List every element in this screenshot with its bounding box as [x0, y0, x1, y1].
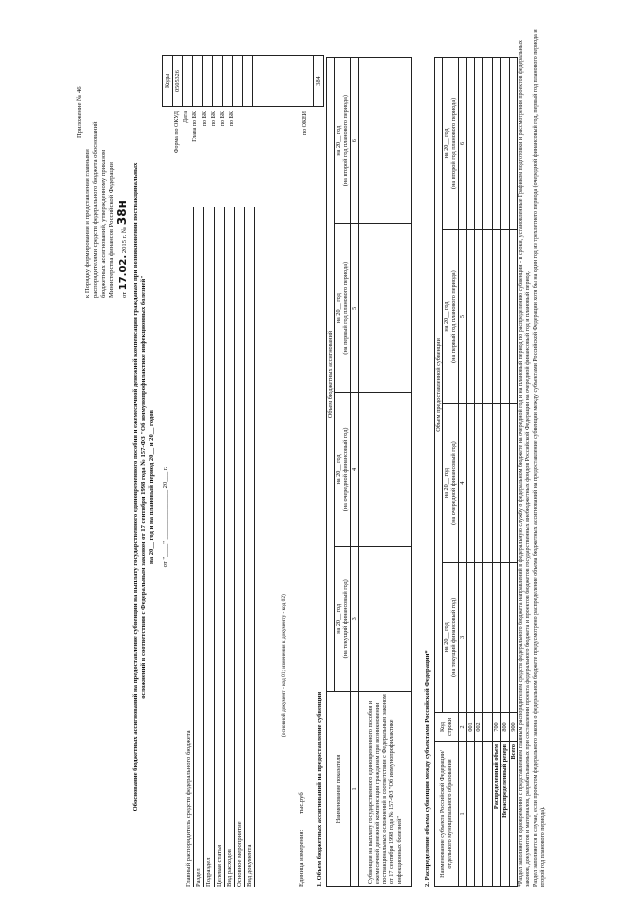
s1-num-3: 3 [350, 546, 358, 691]
s1-year-1-label: на 20__ год [335, 603, 343, 634]
field-razdel: Раздел [194, 207, 204, 887]
unit-line [298, 792, 306, 887]
s2-num-2: 2 [458, 713, 466, 742]
s1-num-5: 5 [350, 224, 358, 393]
code-bk-1 [203, 56, 213, 107]
s2-col-name: Наименование субъекта Российской Федерации/ отдельного муниципального образования [435, 742, 459, 887]
s2-row-name: Всего [509, 742, 517, 887]
table-row [493, 58, 501, 887]
s1-cell-5 [358, 224, 411, 393]
s2-row-name: Нераспределенный резерв [501, 742, 509, 887]
s1-year-3-sub: (на первый год планового периода) [342, 261, 350, 355]
s1-row-text: Субвенция на выплату государственного единовременного пособия и ежемесячной денежной компенсации гражданам при возникновении поствакцинальных осложнений в соответствии с Федеральным законом от 17 сентября 1998 года № 157-ФЗ "Об иммунопрофилактике инфекционных болезней" [358, 692, 411, 887]
s2-num-4: 4 [458, 404, 466, 562]
section2-table [434, 57, 518, 887]
s1-num-6: 6 [350, 58, 358, 224]
code-bk-2 [213, 56, 223, 107]
s2-num-5: 5 [458, 229, 466, 404]
s2-row-code: 001 [466, 713, 474, 742]
appendix-line-4: Министерства финансов Российской Федерации [108, 162, 115, 298]
s1-col-name: Наименование показателя [327, 692, 351, 887]
codes-header: Коды [163, 56, 173, 107]
s1-year-3 [335, 224, 350, 393]
section1-title: 1. Объем бюджетных ассигнований на предоставление субвенции [316, 691, 323, 887]
label-bk-1: по БК [201, 111, 208, 127]
title-line-3: на 20__ год и на плановый период 20__ и 20__ годов [148, 410, 155, 564]
s2-year-1-sub: (на текущий финансовый год) [450, 597, 458, 677]
s1-year-4-sub: (на второй год планового периода) [342, 95, 350, 187]
s1-num-1: 1 [350, 692, 358, 887]
s2-col-group: Объем предоставленной субвенции [435, 58, 443, 713]
code-bk-4 [233, 56, 243, 107]
section2-title [424, 650, 432, 887]
s1-cell-4 [358, 393, 411, 546]
s2-year-4-label: на 20__ год [443, 128, 451, 159]
field-vr: Вид расходов [225, 207, 235, 887]
s2-year-1 [443, 562, 458, 712]
s1-year-1 [335, 546, 350, 691]
code-okei: 384 [314, 56, 324, 107]
unit-label: Единица измерения: [298, 829, 305, 887]
label-bk-3: по БК [220, 111, 227, 127]
table-row [501, 58, 509, 887]
s1-cell-3 [358, 546, 411, 691]
label-bk-4: по БК [229, 111, 236, 127]
label-bk-2: по БК [210, 111, 217, 127]
order-year: 2015 г. № [121, 226, 128, 254]
table-row [509, 58, 517, 887]
label-glava: Глава по БК [192, 111, 199, 142]
s2-year-3-sub: (на первый год планового периода) [450, 270, 458, 363]
s2-row-name [475, 742, 483, 887]
label-okei: по ОКЕИ [302, 111, 309, 136]
code-glava [193, 56, 203, 107]
appendix-number: Приложение № 46 [76, 86, 83, 138]
title-line-1: Обоснование бюджетных ассигнований на предоставление субвенции на выплату государственного единовременного пособия и ежемесячной денежной компенсации гражданам при возникновении поствакцинальных [132, 162, 139, 812]
s2-year-2-label: на 20__ год [443, 468, 451, 499]
appendix-line-3: бюджетных ассигнований, утвержденному приказом [100, 149, 107, 298]
s2-row-code: 800 [501, 713, 509, 742]
table-row [475, 58, 483, 887]
table-row [483, 58, 493, 887]
code-empty-1 [243, 56, 253, 107]
s2-year-1-label: на 20__ год [443, 622, 451, 653]
s1-year-1-sub: (на текущий финансовый год) [342, 579, 350, 659]
unit-value: тыс.руб [298, 792, 305, 814]
s2-row-name [466, 742, 474, 887]
s2-num-6: 6 [458, 58, 466, 230]
field-vd: Вид документа [245, 207, 255, 887]
title-line-2: осложнений в соответствии с Федеральным законом от 17 сентября 1998 года № 157-ФЗ "Об иммунопрофилактике инфекционных болезней" [140, 275, 147, 699]
s1-col-group: Объем бюджетных ассигнований [327, 58, 335, 692]
footnote-p1: *Раздел заполняется одновременно с представлением главным распорядителем средств федерального бюджета направлений в федеральную службу о федеральном бюджете на очередной год и на плановый период по распределению субвенции - в сроки, установленные Графиком подготовки и рассмотрения проектов федеральных законов, документов и материалов, разрабатываемых при составлении проекта федерального бюджета и проектов бюджетов государственных внебюджетных фондов Российской Федерации на очередной финансовый год и плановый период. [518, 40, 532, 887]
document-date: от "____" _______________ 20___ г. [162, 466, 169, 568]
label-date: Дата [183, 111, 190, 123]
s2-year-3 [443, 229, 458, 404]
code-okud: 0505326 [173, 56, 183, 107]
appendix-line-1: к Порядку формирования и представления главными [84, 149, 91, 298]
order-number-handwritten: 38н [115, 200, 129, 226]
s2-year-2 [443, 404, 458, 562]
s1-year-2-sub: (на очередной финансовый год) [342, 427, 350, 512]
s1-year-2-label: на 20__ год [335, 454, 343, 485]
code-empty-2 [253, 56, 314, 107]
s2-row-name [483, 742, 493, 887]
s2-row-code: 002 [475, 713, 483, 742]
footnote [518, 27, 548, 887]
s2-col-code: Код строки [435, 713, 459, 742]
s2-num-3: 3 [458, 562, 466, 712]
field-om: Основное мероприятие [235, 207, 245, 887]
s2-num-1: 1 [458, 742, 466, 887]
section2-title-sup: * [424, 650, 431, 654]
code-bk-3 [223, 56, 233, 107]
s1-year-4 [335, 58, 350, 224]
order-from: от [121, 291, 128, 298]
s2-row-code: 700 [493, 713, 501, 742]
s2-year-4 [443, 58, 458, 230]
label-okud: Форма по ОКУД [174, 111, 180, 154]
footnote-p2: Раздел заполняется в случае, если проектом федерального закона о федеральном бюджете предусмотрено распределение объема бюджетных ассигнований на предоставление субвенции между субъектами Российской Федерации хотя бы на один год из трехлетнего периода (очередной финансовый год, первый год планового периода и второй год планового периода). [532, 29, 547, 887]
s2-row-code [483, 713, 493, 742]
s1-year-4-label: на 20__ год [335, 125, 343, 156]
appendix-line-2: распорядителями средств федерального бюджета обоснований [92, 121, 99, 298]
s1-year-2 [335, 393, 350, 546]
order-date-line [115, 48, 129, 298]
appendix-block [76, 48, 129, 298]
section2-title-text: 2. Распределение объема субвенции между субъектами Российской Федерации [424, 653, 431, 887]
rotated-form-sheet [72, 8, 570, 897]
field-cs: Целевая статья [215, 207, 225, 887]
codes-table [162, 55, 324, 107]
s1-year-3-label: на 20__ год [335, 293, 343, 324]
s2-year-3-label: на 20__ год [443, 301, 451, 332]
s1-cell-6 [358, 58, 411, 224]
field-gr: Главный распорядитель средств федерального бюджета [184, 207, 194, 887]
s2-year-2-sub: (на очередной финансовый год) [450, 441, 458, 525]
s2-row-code: 900 [509, 713, 517, 742]
section1-table [326, 57, 412, 887]
code-date [183, 56, 193, 107]
document-type-caption: (основной документ - код 01; изменения к документу - код 02) [281, 594, 287, 737]
s2-year-4-sub: (на второй год планового периода) [450, 97, 458, 189]
document-title [132, 77, 156, 897]
table-row [466, 58, 474, 887]
s2-row-name: Распределенный объем [493, 742, 501, 887]
header-fields [184, 187, 255, 887]
order-date-handwritten: 17.02. [118, 254, 129, 291]
s1-num-4: 4 [350, 393, 358, 546]
field-podrazdel: Подраздел [204, 207, 214, 887]
